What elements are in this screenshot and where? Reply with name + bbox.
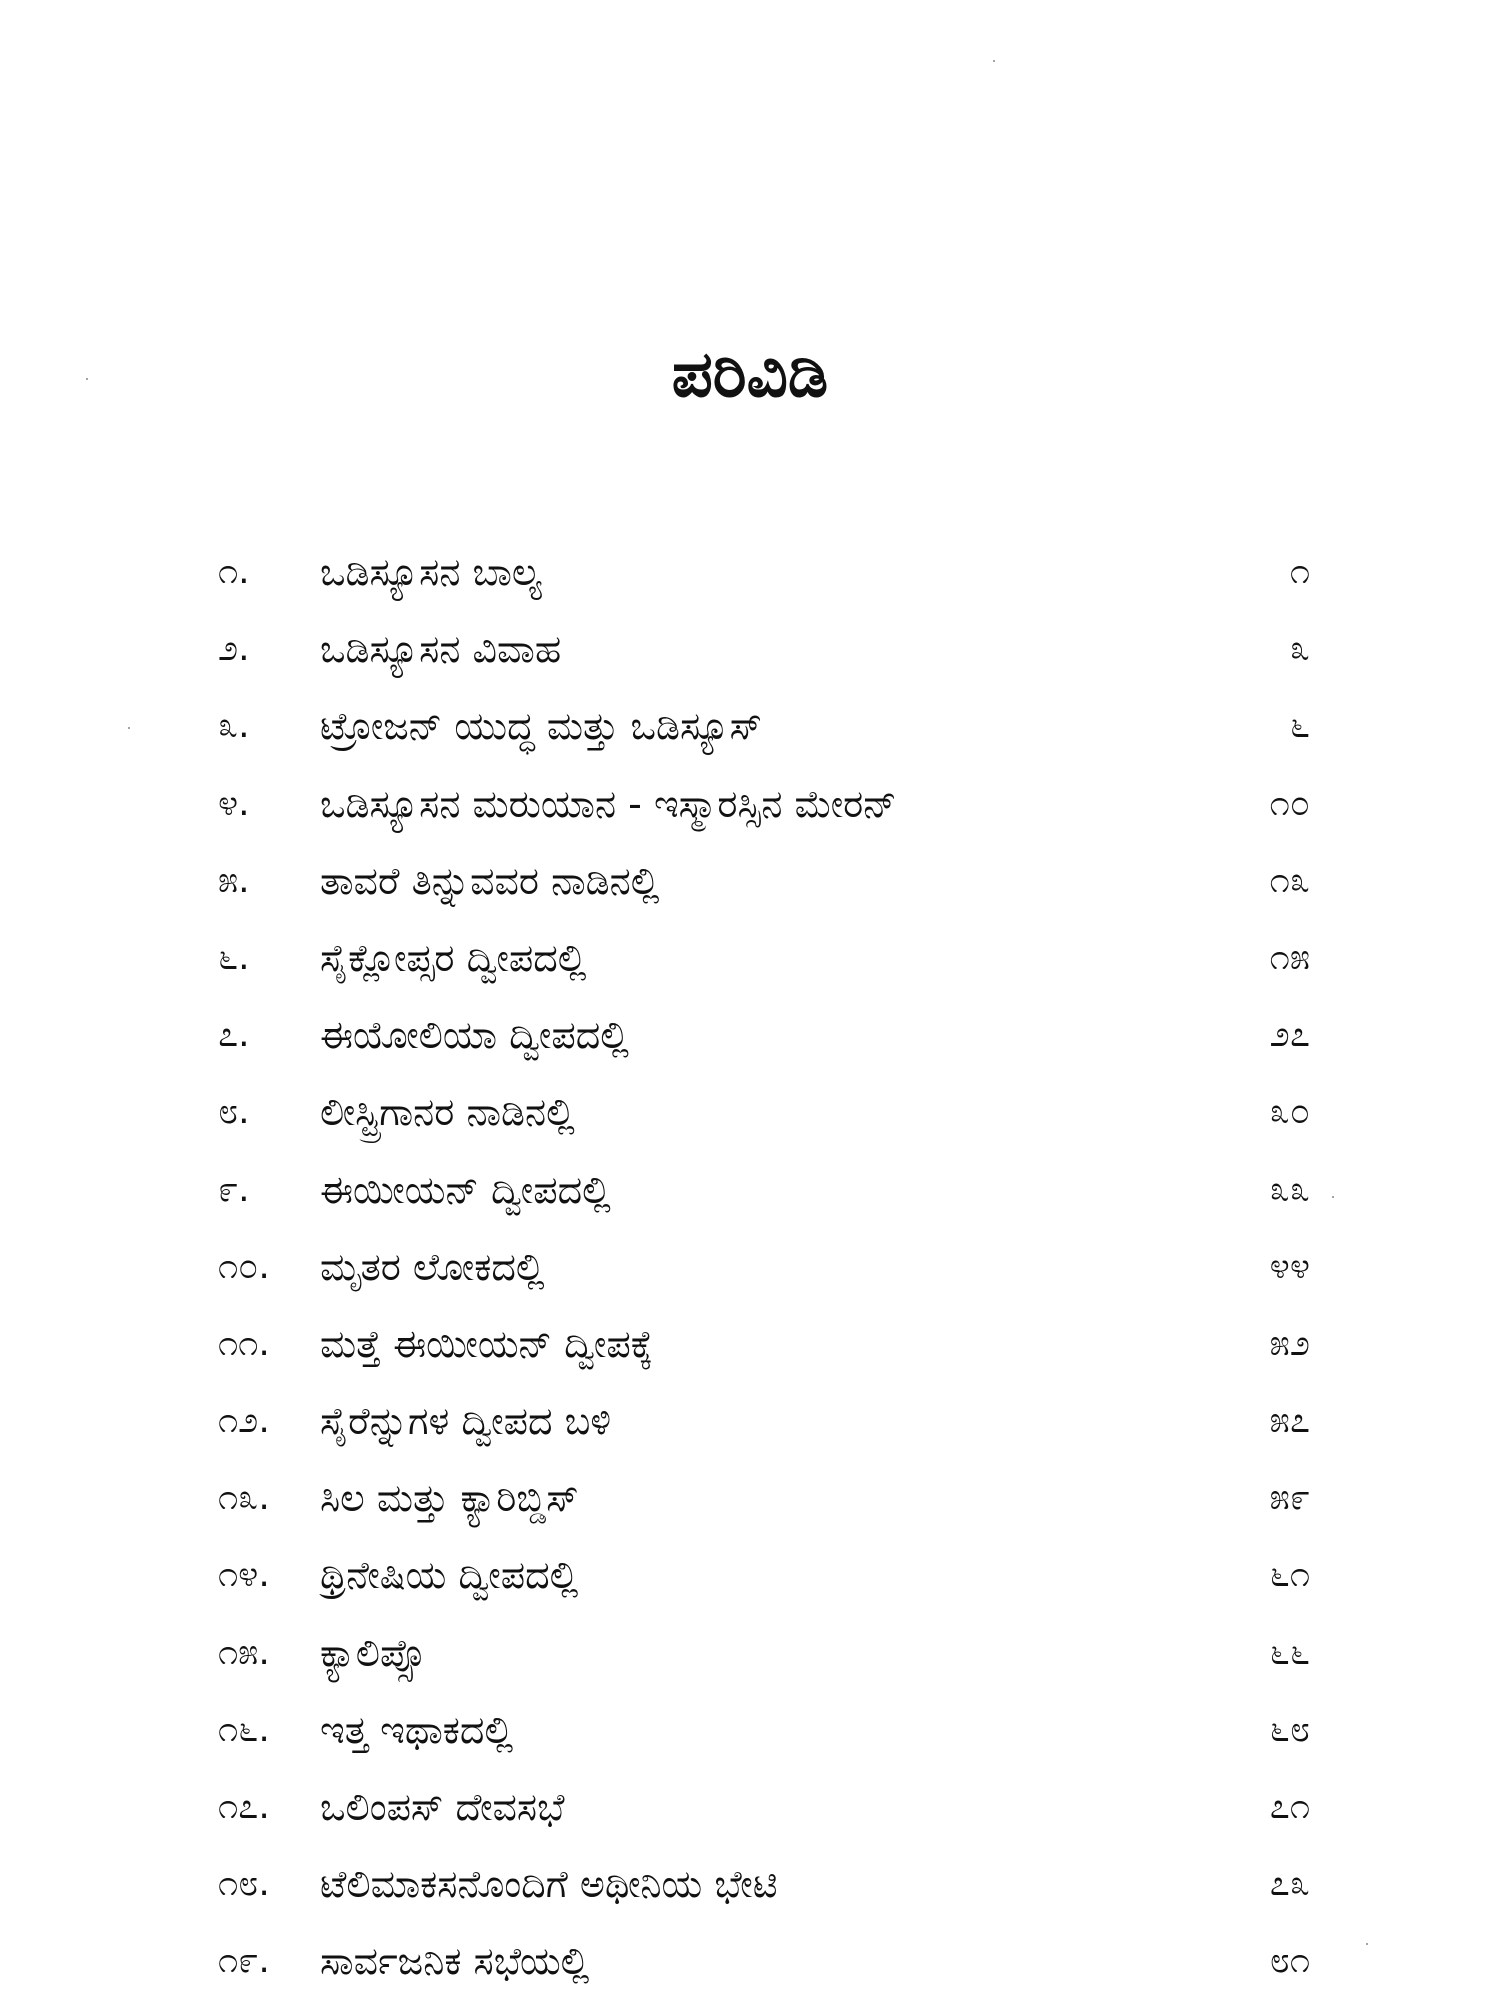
toc-entry-number: ೩. xyxy=(218,705,250,747)
toc-entry-page: ೬೬ xyxy=(1269,1631,1310,1673)
toc-entry-number: ೧೩. xyxy=(218,1477,270,1519)
toc-entry xyxy=(0,696,1500,773)
toc-entry-title: ಲೀಸ್ಟ್ರಿಗಾನರ ನಾಡಿನಲ್ಲಿ xyxy=(320,1090,575,1135)
scan-speck xyxy=(1366,1943,1368,1945)
toc-entry-number: ೧೧. xyxy=(218,1322,270,1364)
toc-entry xyxy=(0,1777,1500,1854)
toc-entry-number: ೮. xyxy=(218,1091,250,1133)
toc-entry-page: ೨೭ xyxy=(1269,1014,1310,1056)
toc-entry-number: ೧೨. xyxy=(218,1400,270,1442)
toc-entry-number: ೧೬. xyxy=(218,1708,270,1750)
toc-entry-page: ೧೩ xyxy=(1269,859,1310,901)
toc-entry-title: ಟ್ರೋಜನ್ ಯುದ್ಧ ಮತ್ತು ಒಡಿಸ್ಯೂಸ್ xyxy=(320,704,763,749)
toc-entry-number: ೫. xyxy=(218,859,250,901)
toc-entry xyxy=(0,774,1500,851)
toc-entry-title: ಒಡಿಸ್ಯೂಸನ ವಿವಾಹ xyxy=(320,627,562,672)
toc-entry-title: ಟೆಲಿಮಾಕಸನೊಂದಿಗೆ ಅಥೀನಿಯ ಭೇಟಿ xyxy=(320,1862,778,1907)
toc-entry-number: ೪. xyxy=(218,782,250,824)
toc-entry-title: ತಾವರೆ ತಿನ್ನುವವರ ನಾಡಿನಲ್ಲಿ xyxy=(320,858,660,903)
toc-entry-number: ೧೦. xyxy=(218,1245,270,1287)
toc-entry xyxy=(0,851,1500,928)
toc-entry xyxy=(0,542,1500,619)
toc-entry xyxy=(0,1623,1500,1700)
toc-entry-number: ೧. xyxy=(218,551,250,592)
toc-entry-page: ೮೧ xyxy=(1269,1940,1310,1982)
toc-entry-title: ಈಯೋಲಿಯಾ ದ್ವೀಪದಲ್ಲಿ xyxy=(320,1013,630,1058)
toc-entry-page: ೬೮ xyxy=(1269,1708,1310,1750)
toc-entry-page: ೩೩ xyxy=(1269,1168,1310,1210)
toc-entry-title: ಥ್ರಿನೇಷಿಯ ದ್ವೀಪದಲ್ಲಿ xyxy=(320,1553,579,1598)
toc-entry xyxy=(0,1005,1500,1082)
toc-entry-page: ೫೨ xyxy=(1269,1322,1310,1364)
toc-entry-page: ೩೦ xyxy=(1269,1091,1310,1133)
scan-speck xyxy=(128,727,130,729)
toc-entry xyxy=(0,1468,1500,1545)
toc-entry-number: ೧೭. xyxy=(218,1786,270,1827)
toc-entry xyxy=(0,1160,1500,1237)
toc-entry-title: ಸೈಕ್ಲೋಪ್ಸರ ದ್ವೀಪದಲ್ಲಿ xyxy=(320,935,587,980)
toc-entry xyxy=(0,1237,1500,1314)
toc-entry-title: ಒಡಿಸ್ಯೂಸನ ಮರುಯಾನ - ಇಸ್ಮಾರಸ್ಸಿನ ಮೇರನ್ xyxy=(320,781,897,826)
toc-entry-number: ೧೮. xyxy=(218,1863,270,1905)
toc-entry-number: ೯. xyxy=(218,1168,250,1210)
toc-entry-page: ೧೦ xyxy=(1269,782,1310,824)
toc-entry-title: ಸೈರೆನ್ನುಗಳ ದ್ವೀಪದ ಬಳಿ xyxy=(320,1399,612,1444)
table-of-contents xyxy=(0,542,1500,2009)
toc-entry-number: ೧೯. xyxy=(218,1940,270,1982)
scan-speck xyxy=(86,378,88,380)
toc-entry-page: ೬೧ xyxy=(1269,1554,1310,1596)
toc-entry-title: ಸಿಲ ಮತ್ತು ಕ್ಯಾರಿಬ್ಡಿಸ್ xyxy=(320,1476,579,1521)
toc-entry xyxy=(0,1931,1500,2008)
scan-speck xyxy=(993,60,995,62)
toc-entry xyxy=(0,1314,1500,1391)
toc-entry-title: ಒಲಿಂಪಸ್ ದೇವಸಭೆ xyxy=(320,1785,565,1829)
toc-entry-number: ೭. xyxy=(218,1014,250,1056)
toc-entry-page: ೫೭ xyxy=(1269,1400,1310,1442)
toc-entry-page: ೭೧ xyxy=(1269,1786,1310,1827)
toc-entry-title: ಮೃತರ ಲೋಕದಲ್ಲಿ xyxy=(320,1244,545,1289)
toc-entry-page: ೬ xyxy=(1289,705,1310,747)
page-title: ಪರಿವಿಡಿ xyxy=(671,338,829,412)
toc-entry-page: ೩ xyxy=(1289,628,1310,670)
toc-entry-title: ಒಡಿಸ್ಯೂಸನ ಬಾಲ್ಯ xyxy=(320,550,542,594)
toc-entry-page: ೧ xyxy=(1289,551,1310,592)
toc-entry-number: ೧೪. xyxy=(218,1554,270,1596)
toc-entry-title: ಇತ್ತ ಇಥಾಕದಲ್ಲಿ xyxy=(320,1707,514,1752)
toc-entry-number: ೬. xyxy=(218,936,250,978)
toc-entry-number: ೨. xyxy=(218,628,250,670)
toc-entry xyxy=(0,1082,1500,1159)
toc-entry xyxy=(0,1391,1500,1468)
scan-speck xyxy=(1332,1196,1334,1198)
toc-entry-number: ೧೫. xyxy=(218,1631,270,1673)
toc-entry xyxy=(0,1700,1500,1777)
toc-entry xyxy=(0,619,1500,696)
toc-entry-page: ೧೫ xyxy=(1269,936,1310,978)
toc-entry-page: ೪೪ xyxy=(1269,1245,1310,1287)
toc-entry-title: ಕ್ಯಾಲಿಪ್ಸೊ xyxy=(320,1630,427,1675)
toc-entry-page: ೫೯ xyxy=(1269,1477,1310,1519)
toc-entry-title: ಸಾರ್ವಜನಿಕ ಸಭೆಯಲ್ಲಿ xyxy=(320,1939,590,1984)
toc-entry xyxy=(0,1854,1500,1931)
toc-entry xyxy=(0,928,1500,1005)
toc-entry xyxy=(0,1545,1500,1622)
toc-entry-title: ಮತ್ತೆ ಈಯೀಯನ್ ದ್ವೀಪಕ್ಕೆ xyxy=(320,1321,653,1366)
toc-entry-page: ೭೩ xyxy=(1269,1863,1310,1905)
toc-entry-title: ಈಯೀಯನ್ ದ್ವೀಪದಲ್ಲಿ xyxy=(320,1167,611,1212)
